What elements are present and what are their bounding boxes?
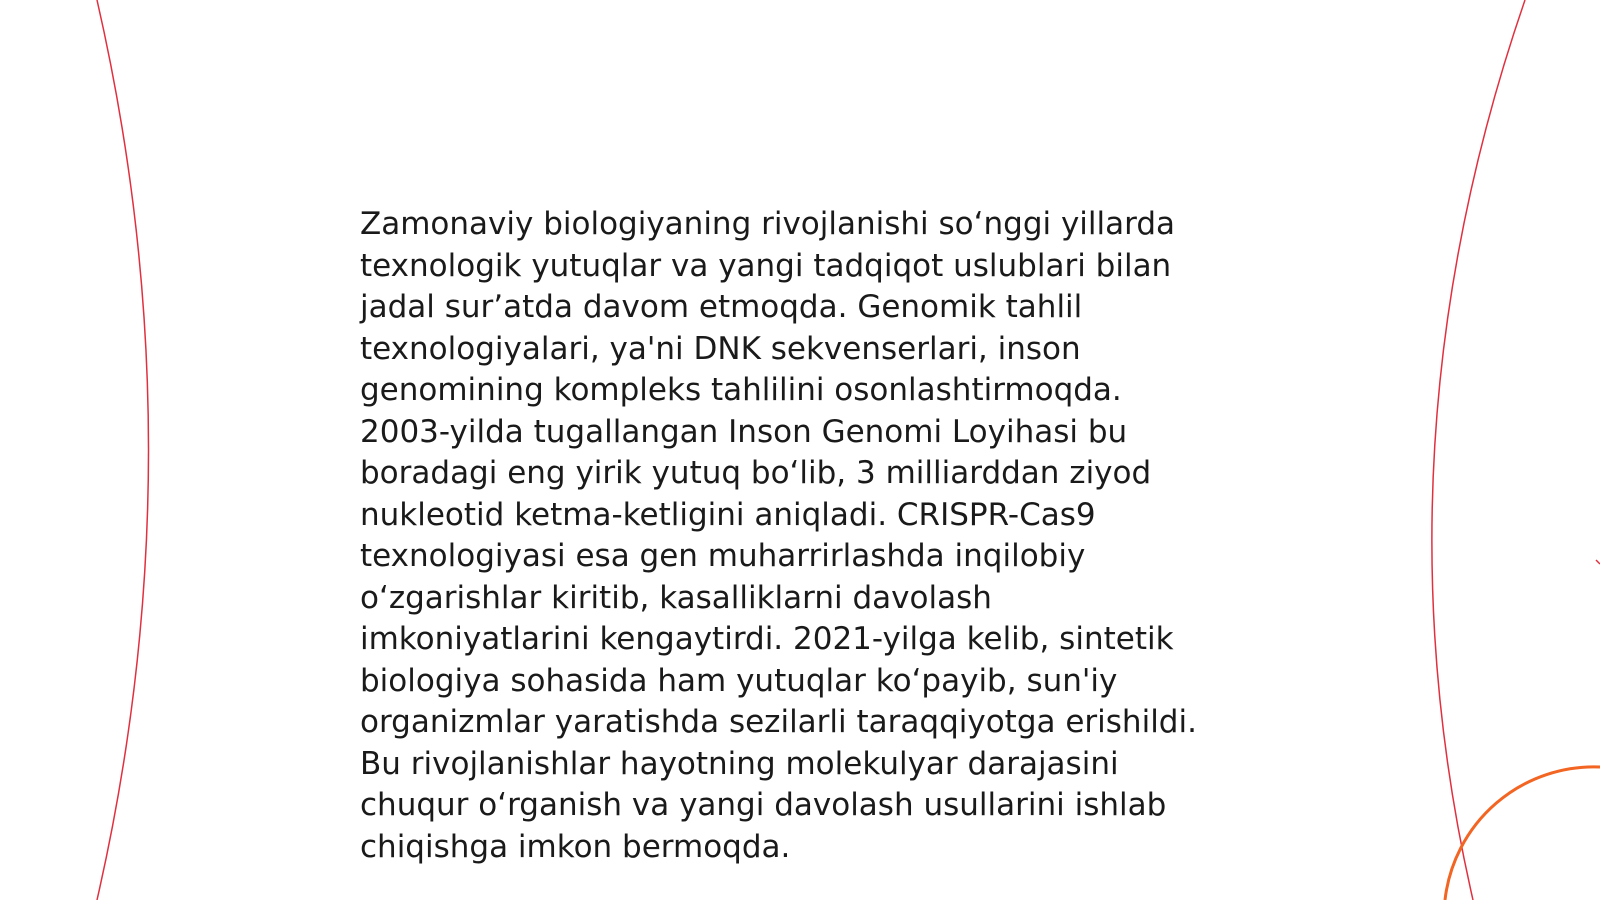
paragraph-line: chuqur o‘rganish va yangi davolash usullarini ishlab bbox=[360, 787, 1167, 823]
paragraph-line: 2003-yilda tugallangan Inson Genomi Loyihasi bu bbox=[360, 413, 1128, 450]
paragraph-line: chiqishga imkon bermoqda. bbox=[360, 828, 791, 865]
orange-circle-arc bbox=[1445, 767, 1600, 900]
paragraph-line: Zamonaviy biologiyaning rivojlanishi so‘nggi yillarda bbox=[360, 206, 1176, 242]
paragraph-line: o‘zgarishlar kiritib, kasalliklarni davolash bbox=[360, 579, 992, 616]
paragraph-line: boradagi eng yirik yutuq bo‘lib, 3 milliarddan ziyod bbox=[360, 455, 1152, 491]
paragraph-line: nukleotid ketma-ketligini aniqladi. CRISPR-Cas9 bbox=[360, 496, 1096, 533]
paragraph-line: texnologik yutuqlar va yangi tadqiqot uslublari bilan bbox=[360, 247, 1172, 284]
left-arc-line bbox=[97, 0, 149, 900]
right-arc-line bbox=[1432, 0, 1525, 900]
paragraph-line: jadal sur’atda davom etmoqda. Genomik tahlil bbox=[360, 289, 1083, 325]
body-paragraph bbox=[360, 204, 1260, 868]
paragraph-line: organizmlar yaratishda sezilarli taraqqiyotga erishildi. bbox=[360, 704, 1197, 740]
paragraph-line: genomining kompleks tahlilini osonlashtirmoqda. bbox=[360, 372, 1122, 408]
right-edge-tick bbox=[1596, 560, 1600, 564]
paragraph-line: imkoniyatlarini kengaytirdi. 2021-yilga kelib, sintetik bbox=[360, 621, 1174, 657]
paragraph-line: texnologiyalari, ya'ni DNK sekvenserlari, inson bbox=[360, 330, 1081, 367]
paragraph-line: biologiya sohasida ham yutuqlar ko‘payib, sun'iy bbox=[360, 662, 1118, 699]
paragraph-line: texnologiyasi esa gen muharrirlashda inqilobiy bbox=[360, 538, 1086, 574]
paragraph-line: Bu rivojlanishlar hayotning molekulyar darajasini bbox=[360, 745, 1119, 782]
